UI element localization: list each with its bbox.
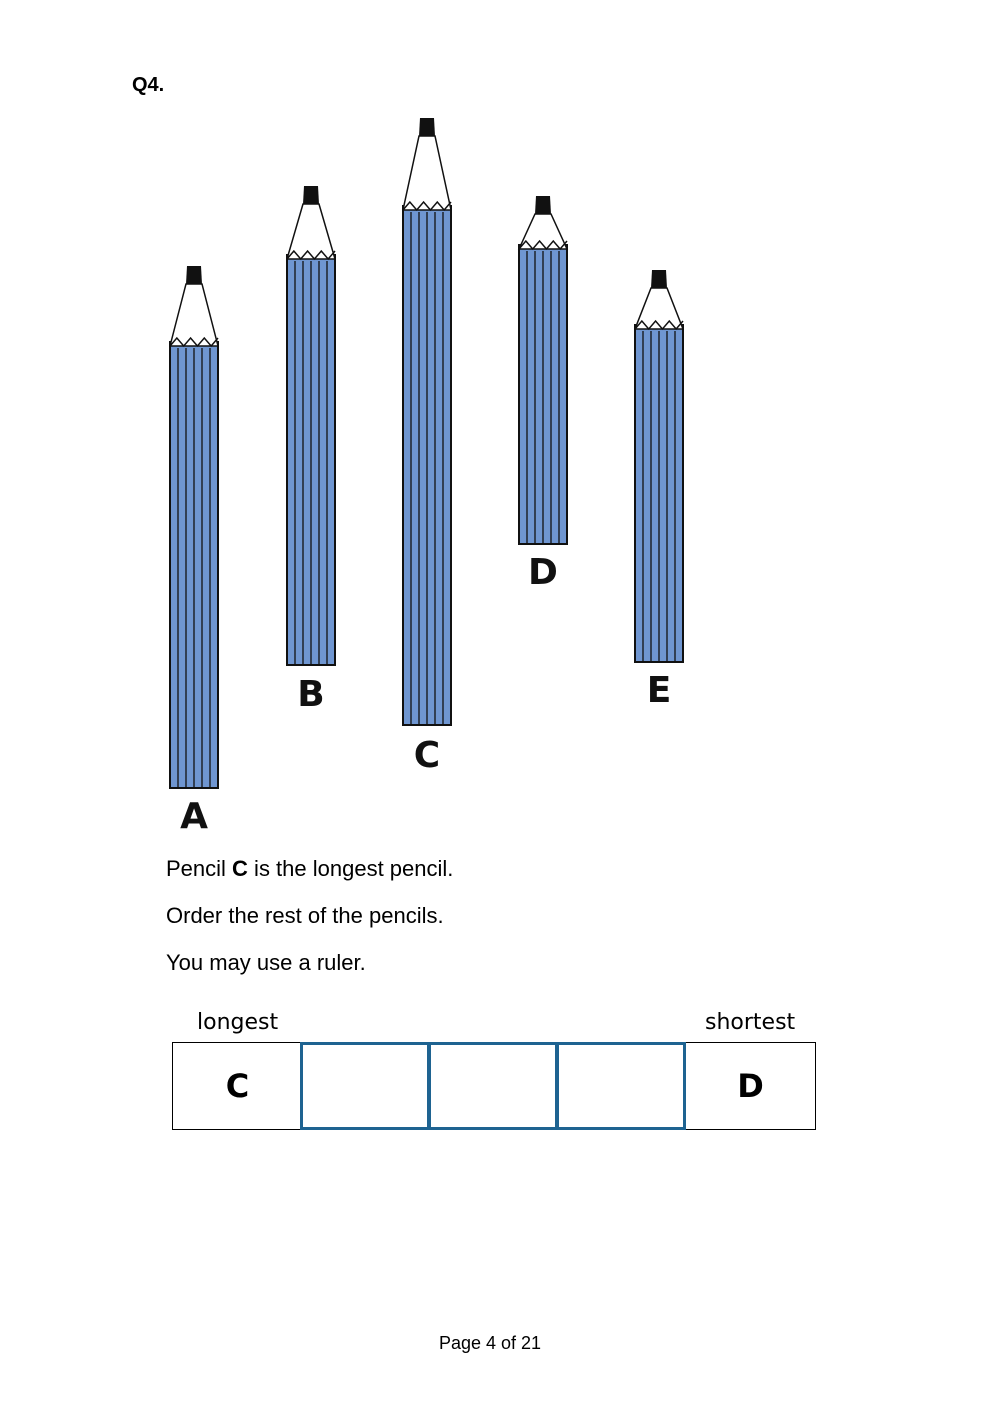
pencil-lead <box>186 266 202 284</box>
pencil-lead <box>303 186 319 204</box>
pencil-lead <box>535 196 551 214</box>
instruction-ruler: You may use a ruler. <box>166 950 366 975</box>
pencil-wood <box>635 288 683 329</box>
pencil-b <box>287 186 335 715</box>
answer-row <box>172 1042 816 1130</box>
pencil-label-c: C <box>413 735 441 776</box>
page-number: Page 4 of 21 <box>438 1333 542 1353</box>
longest-label: longest <box>197 1010 279 1035</box>
pencil-lead <box>419 118 435 136</box>
pencil-label-e: E <box>646 670 672 711</box>
question-number: Q4. <box>132 74 165 96</box>
pencil-wood <box>170 284 218 346</box>
pencil-wood <box>403 136 451 210</box>
pencil-e <box>635 270 683 711</box>
pencil-lead <box>651 270 667 288</box>
shortest-label: shortest <box>705 1010 796 1035</box>
pencil-wood <box>519 214 567 249</box>
pencil-a <box>170 266 218 837</box>
instruction-pencil-letter: C <box>232 856 248 881</box>
answer-cell-shortest: D <box>686 1042 816 1130</box>
answer-box-2[interactable] <box>428 1042 558 1130</box>
answer-cell-longest: C <box>172 1042 302 1130</box>
pencil-label-b: B <box>297 674 325 715</box>
instruction-order: Order the rest of the pencils. <box>166 903 444 928</box>
pencil-d <box>519 196 567 593</box>
answer-box-3[interactable] <box>556 1042 686 1130</box>
pencil-label-d: D <box>528 552 558 593</box>
pencil-c <box>403 118 451 776</box>
pencil-label-a: A <box>180 796 208 837</box>
answer-box-1[interactable] <box>300 1042 430 1130</box>
instruction-longest: Pencil C is the longest pencil. <box>166 856 454 881</box>
